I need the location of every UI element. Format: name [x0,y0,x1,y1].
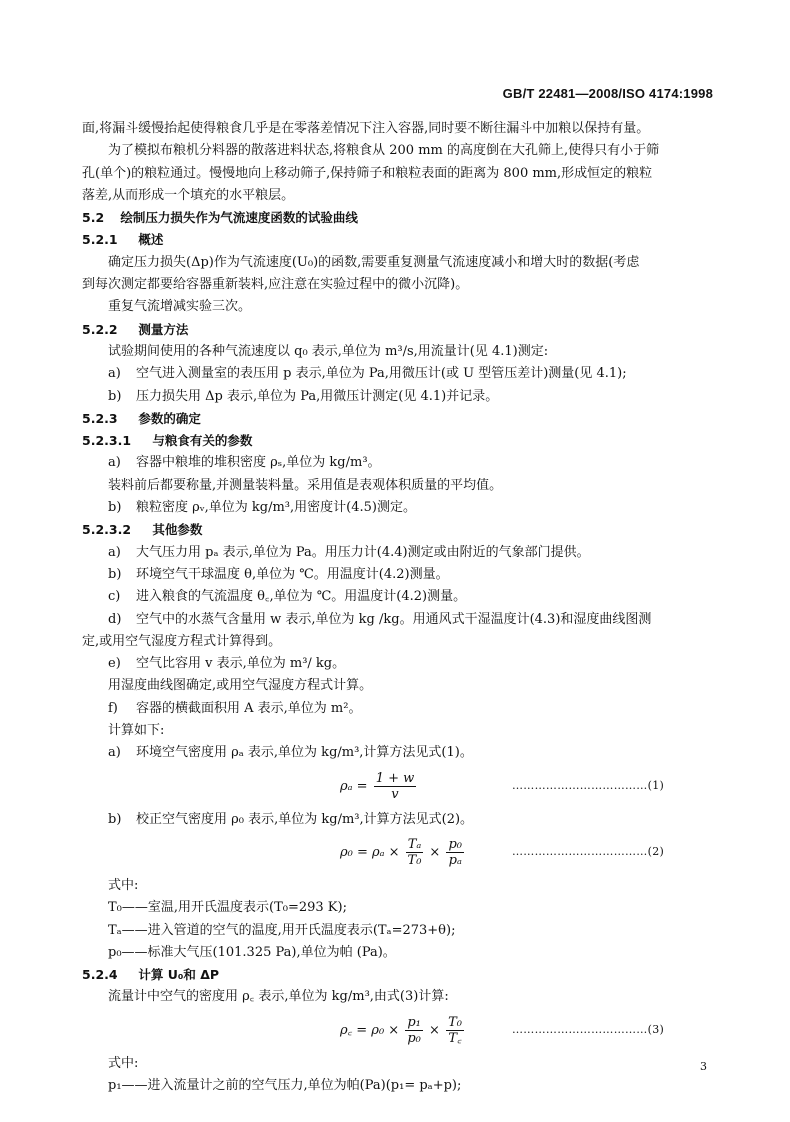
section-heading-5-2-2: 5.2.2 测量方法 [82,321,189,337]
fraction: $\frac{\text{T₀}}{T꜀}$ [448,1014,462,1046]
list-item: b) 校正空气密度用 ρ₀ 表示,单位为 kg/m³,计算方法见式(2)。 [108,811,474,827]
text-line: 式中: [108,877,139,893]
definition-line: Tₐ——进入管道的空气的温度,用开氏温度表示(Tₐ=273+θ); [108,922,456,938]
section-heading-5-2-3-1: 5.2.3.1 与粮食有关的参数 [82,433,253,449]
equation-3 [82,1009,716,1053]
definition-line: T₀——室温,用开氏温度表示(T₀=293 K); [108,900,347,916]
text-line: 计算如下: [108,723,165,739]
equation-1 [82,765,716,809]
text-line: 试验期间使用的各种气流速度以 q₀ 表示,单位为 m³/s,用流量计(见 4.1)测定: [108,343,549,359]
page-number: 3 [700,1060,707,1073]
text-line: 用湿度曲线图确定,或用空气湿度方程式计算。 [108,678,373,694]
equation-formula: ρ₀ = ρₐ × $\frac{\text{Tₐ}}{\text{T₀}}$ × $\frac{\text{p₀}}{\text{pₐ}}$ [340,836,462,868]
definition-line: p₀——标准大气压(101.325 Pa),单位为帕 (Pa)。 [108,944,396,960]
text-line: 确定压力损失(Δp)作为气流速度(U₀)的函数,需要重复测量气流速度减小和增大时的数据(考虑 [108,254,640,270]
text-line: 定,或用空气湿度方程式计算得到。 [82,633,282,649]
text-line: 落差,从而形成一个填充的水平粮层。 [82,187,295,203]
text-line: 式中: [108,1055,139,1071]
fraction: $\frac{1 + w}{v}$ [375,770,415,802]
equation-number: ………………………………(2) [512,844,665,858]
equation-number: ………………………………(1) [512,778,665,792]
fraction: $\frac{\text{p₀}}{\text{pₐ}}$ [448,836,462,868]
section-heading-5-2-3-2: 5.2.3.2 其他参数 [82,522,203,538]
text-line: 流量计中空气的密度用 ρ꜀ 表示,单位为 kg/m³,由式(3)计算: [108,989,449,1005]
list-item: e) 空气比容用 v 表示,单位为 m³/ kg。 [108,656,346,672]
equation-formula: ρ꜀ = ρ₀ × $\frac{\text{p₁}}{\text{p₀}}$ × $\frac{\text{T₀}}{T꜀}$ [340,1014,462,1046]
page-content [82,118,716,1097]
section-heading-5-2-1: 5.2.1 概述 [82,232,164,248]
section-heading-5-2-4: 5.2.4 计算 U₀和 ΔP [82,967,220,983]
list-item: d) 空气中的水蒸气含量用 w 表示,单位为 kg /kg。用通风式干湿温度计(4.3)和湿度曲线图测 [108,611,652,627]
list-item: b) 环境空气干球温度 θ,单位为 ℃。用温度计(4.2)测量。 [108,566,449,582]
equation-formula: ρₐ = $\frac{1 + w}{v}$ [340,770,415,802]
equation-number: ………………………………(3) [512,1022,665,1036]
list-item: c) 进入粮食的气流温度 θ꜀,单位为 ℃。用温度计(4.2)测量。 [108,589,467,605]
list-item: f) 容器的横截面积用 A 表示,单位为 m²。 [108,700,362,716]
fraction: $\frac{\text{p₁}}{\text{p₀}}$ [407,1014,421,1046]
definition-line: p₁——进入流量计之前的空气压力,单位为帕(Pa)(p₁= pₐ+p); [108,1077,462,1093]
equation-2 [82,831,716,875]
list-item: b) 粮粒密度 ρᵥ,单位为 kg/m³,用密度计(4.5)测定。 [108,500,416,516]
standard-code: GB/T 22481—2008/ISO 4174:1998 [502,86,713,101]
list-item: a) 环境空气密度用 ρₐ 表示,单位为 kg/m³,计算方法见式(1)。 [108,745,473,761]
list-item: a) 大气压力用 pₐ 表示,单位为 Pa。用压力计(4.4)测定或由附近的气象部门提供。 [108,544,590,560]
list-item: a) 空气进入测量室的表压用 p 表示,单位为 Pa,用微压计(或 U 型管压差计)测量(见 4.1); [108,366,627,382]
text-line: 重复气流增减实验三次。 [108,299,252,315]
text-line: 为了模拟布粮机分料器的散落进料状态,将粮食从 200 mm 的高度倒在大孔筛上,使得只有小于筛 [108,143,660,159]
text-line: 面,将漏斗缓慢抬起使得粮食几乎是在零落差情况下注入容器,同时要不断往漏斗中加粮以保持有量。 [82,121,650,136]
text-line: 孔(单个)的粮粒通过。慢慢地向上移动筛子,保持筛子和粮粒表面的距离为 800 mm,形成恒定的粮粒 [82,165,653,181]
section-heading-5-2: 5.2 绘制压力损失作为气流速度函数的试验曲线 [82,210,358,226]
text-line: 到每次测定都要给容器重新装料,应注意在实验过程中的微小沉降)。 [82,277,469,293]
list-item: a) 容器中粮堆的堆积密度 ρₛ,单位为 kg/m³。 [108,455,381,471]
fraction: $\frac{\text{Tₐ}}{\text{T₀}}$ [407,836,422,868]
list-item: b) 压力损失用 Δp 表示,单位为 Pa,用微压计测定(见 4.1)并记录。 [108,388,499,404]
text-line: 装料前后都要称量,并测量装料量。采用值是表观体积质量的平均值。 [108,477,503,493]
section-heading-5-2-3: 5.2.3 参数的确定 [82,410,201,426]
